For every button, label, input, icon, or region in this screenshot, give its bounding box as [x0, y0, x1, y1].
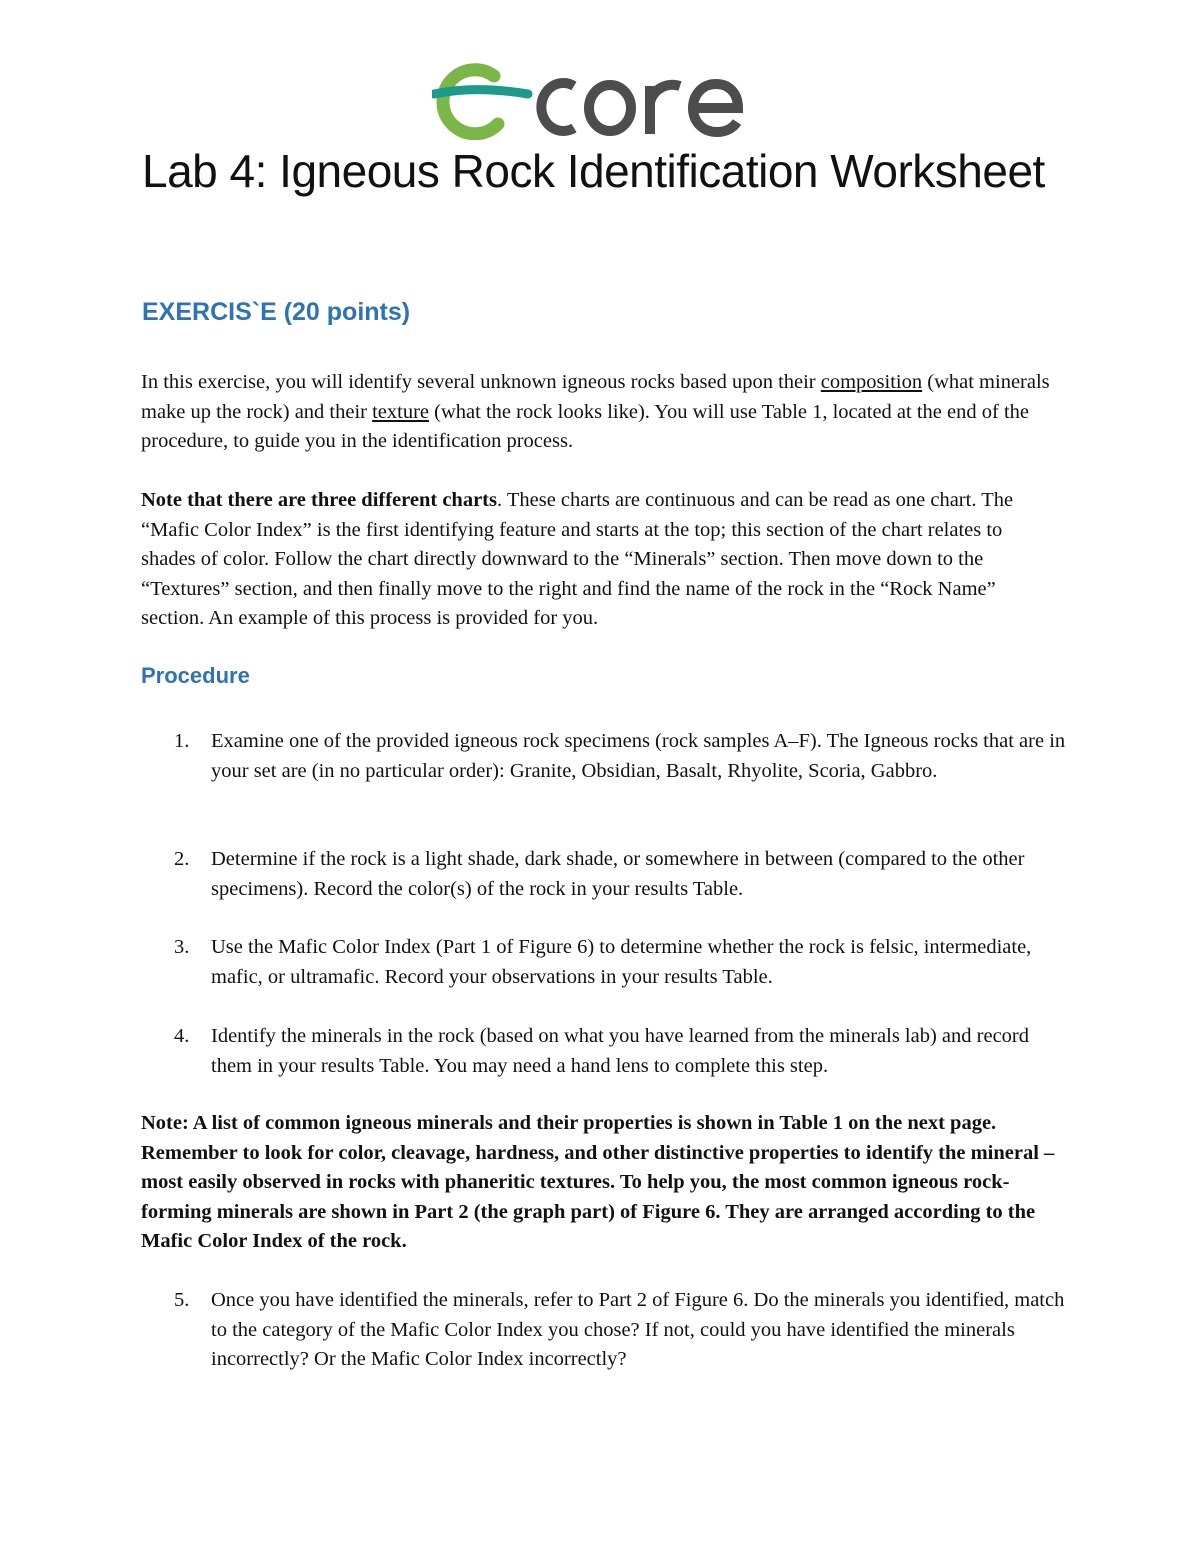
logo-e-swoosh-icon — [434, 90, 528, 95]
ecore-logo-graphic — [432, 58, 768, 140]
charts-note-bold: Note that there are three different charts — [141, 489, 497, 511]
intro-text-3: (what the rock looks like). You will use Table 1, located at the end of the procedure, to guide you in the identification process. — [141, 400, 1029, 452]
texture-term: texture — [372, 400, 430, 423]
logo-o-icon — [589, 85, 631, 131]
charts-note-paragraph — [141, 486, 1061, 634]
step-text: Identify the minerals in the rock (based on what you have learned from the minerals lab) and record them in your results Table. You may need a hand lens to complete this step. — [211, 1025, 1029, 1077]
ecore-logo — [432, 58, 768, 140]
step-number: 1. — [174, 730, 190, 752]
intro-text-1: In this exercise, you will identify several unknown igneous rocks based upon their — [141, 371, 821, 393]
exercise-heading: EXERCIS`E (20 points) — [142, 298, 411, 326]
intro-paragraph — [141, 368, 1061, 457]
logo-c-icon — [541, 83, 574, 131]
step-number: 2. — [174, 848, 190, 870]
intro-text-2: (what minerals make up the rock) and their — [141, 371, 1050, 423]
step-text: Use the Mafic Color Index (Part 1 of Figure 6) to determine whether the rock is felsic, intermediate, mafic, or ultramafic. Record your observations in your results Table. — [211, 936, 1032, 988]
step-text: Once you have identified the minerals, refer to Part 2 of Figure 6. Do the minerals you identified, match to the category of the Mafic Color Index you chose? If not, could you have identified the minerals incorrectly? Or the Mafic Color Index incorrectly? — [211, 1289, 1065, 1370]
step-number: 3. — [174, 936, 190, 958]
page-title: Lab 4: Igneous Rock Identification Worksheet — [142, 145, 1045, 197]
step-number: 5. — [174, 1289, 190, 1311]
logo-e2-icon — [693, 84, 738, 132]
procedure-heading: Procedure — [141, 663, 250, 688]
composition-term: composition — [820, 371, 923, 393]
minerals-note-paragraph: Note: A list of common igneous minerals and their properties is shown in Table 1 on the next page. Remember to look for color, cleavage, hardness, and other distinctive properties to identify the mineral – most easily observed in rocks with phaneritic textures. To help you, the most common igneous rock-forming minerals are shown in Part 2 (the graph part) of Figure 6. They are arranged according to the Mafic Color Index of the rock. — [141, 1112, 1055, 1252]
step-text: Determine if the rock is a light shade, dark shade, or somewhere in between (compared to the other specimens). Record the color(s) of the rock in your results Table. — [211, 848, 1025, 900]
charts-note-text: . These charts are continuous and can be read as one chart. The “Mafic Color Index” is the first identifying feature and starts at the top; this section of the chart relates to shades of color. Follow the chart directly downward to the “Minerals” section. Then move down to the “Textures” section, and then finally move to the right and find the name of the rock in the “Rock Name” section. An example of this process is provided for you. — [141, 489, 1014, 629]
step-text: Examine one of the provided igneous rock specimens (rock samples A–F). The Igneous rocks that are in your set are (in no particular order): Granite, Obsidian, Basalt, Rhyolite, Scoria, Gabbro. — [211, 730, 1066, 782]
step-number: 4. — [174, 1025, 190, 1047]
logo-e-arc-icon — [443, 70, 498, 134]
logo-r-icon — [650, 85, 680, 134]
